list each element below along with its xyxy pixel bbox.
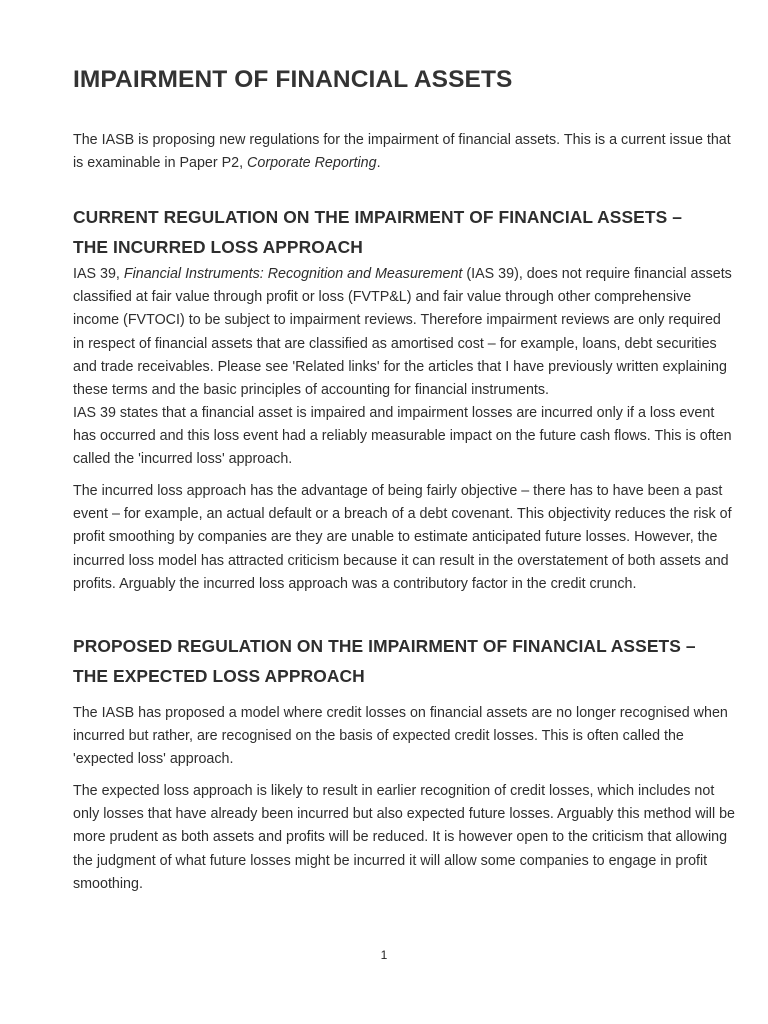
section2-heading	[73, 632, 735, 691]
section1-heading-line1: CURRENT REGULATION ON THE IMPAIRMENT OF FINANCIAL ASSETS –	[73, 207, 683, 227]
intro-paragraph	[73, 129, 735, 175]
section1-heading-line2: THE INCURRED LOSS APPROACH	[73, 236, 363, 257]
section1-paragraph-1	[73, 263, 735, 402]
section1-paragraph-3: The incurred loss approach has the advantage of being fairly objective – there has to have been a past event – for example, an actual default or a breach of a debt covenant. This objectivity reduces the risk of profit smoothing by companies are they are unable to estimate anticipated future losses. However, the incurred loss model has attracted criticism because it can result in the overstatement of both assets and profits. Arguably the incurred loss approach was a contributory factor in the credit crunch.	[73, 483, 732, 592]
section1-para1-text: IAS 39,	[73, 266, 124, 282]
intro-italic-reference: Corporate Reporting	[247, 155, 377, 172]
page-number: 1	[380, 948, 388, 962]
section2-paragraph-1: The IASB has proposed a model where credit losses on financial assets are no longer recognised when incurred but rather, are recognised on the basis of expected credit losses. This is often called the 'expected loss' approach.	[73, 705, 728, 768]
section2-paragraph-2: The expected loss approach is likely to result in earlier recognition of credit losses, which includes not only losses that have already been incurred but also expected future losses. Arguably this method will be more prudent as both assets and profits will be reduced. It is however open to the criticism that allowing the judgment of what future losses might be incurred it will allow some companies to engage in profit smoothing.	[73, 783, 736, 892]
section1-paragraph-2: IAS 39 states that a financial asset is impaired and impairment losses are incurred only if a loss event has occurred and this loss event had a reliably measurable impact on the future cash flows. This is often called the 'incurred loss' approach.	[73, 405, 732, 468]
intro-text-end: .	[376, 155, 381, 172]
document-title: IMPAIRMENT OF FINANCIAL ASSETS	[73, 66, 513, 93]
intro-text: The IASB is proposing new regulations for the impairment of financial assets. This is a current issue that is examinable in Paper P2,	[73, 132, 731, 172]
section2-heading-line2: THE EXPECTED LOSS APPROACH	[73, 665, 365, 686]
section1-para1-text-end: (IAS 39), does not require financial assets classified at fair value through profit or loss (FVTP&L) and fair value through other comprehensive income (FVTOCI) to be subject to impairment reviews. Therefore impairment reviews are only required in respect of financial assets that are classified as amortised cost – for example, loans, debt securities and trade receivables. Please see 'Related links' for the articles that I have previously written explaining these terms and the basic principles of accounting for financial instruments.	[73, 266, 732, 399]
section1-para1-italic-reference: Financial Instruments: Recognition and Measurement	[123, 266, 463, 282]
section2-heading-line1: PROPOSED REGULATION ON THE IMPAIRMENT OF FINANCIAL ASSETS –	[73, 636, 696, 656]
section1-heading	[73, 203, 735, 262]
